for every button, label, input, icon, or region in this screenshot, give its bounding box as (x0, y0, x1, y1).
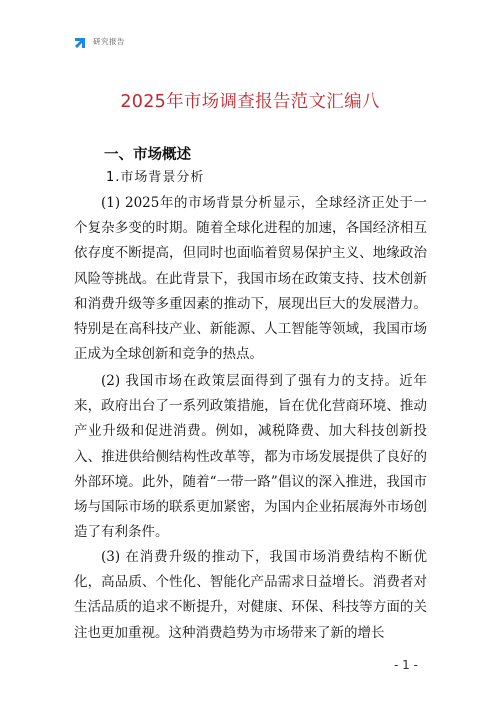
paragraph: (3) 在消费升级的推动下，我国市场消费结构不断优化，高品质、个性化、智能化产品需求日益增长。消费者对生活品质的追求不断提升，对健康、环保、科技等方面的关注也更加重视。这种消费趋势为市场带来了新的增长 (74, 549, 427, 641)
report-header (74, 35, 125, 49)
section-heading: 一、市场概述 (104, 147, 191, 163)
sub-heading: 1.市场背景分析 (106, 170, 205, 185)
paragraph: (2) 我国市场在政策层面得到了强有力的支持。近年来，政府出台了一系列政策措施，旨在优化营商环境、推动产业升级和促进消费。例如，减税降费、加大科技创新投入、推进供给侧结构性改革等，都为市场发展提供了良好的外部环境。此外，随着“一带一路”倡议的深入推进，我国市场与国际市场的联系更加紧密，为国内企业拓展海外市场创造了有利条件。 (74, 373, 427, 541)
page-number: - 1 - (394, 658, 418, 672)
paragraph: (1) 2025年的市场背景分析显示，全球经济正处于一个复杂多变的时期。随着全球化进程的加速，各国经济相互依存度不断提高，但同时也面临着贸易保护主义、地缘政治风险等挑战。在此背景下，我国市场在政策支持、技术创新和消费升级等多重因素的推动下，展现出巨大的发展潜力。特别是在高科技产业、新能源、人工智能等领域，我国市场正成为全球创新和竞争的热点。 (74, 195, 427, 363)
arrow-logo-icon (74, 35, 88, 49)
document-title: 2025年市场调查报告范文汇编八 (120, 92, 380, 112)
header-label: 研究报告 (93, 37, 125, 46)
